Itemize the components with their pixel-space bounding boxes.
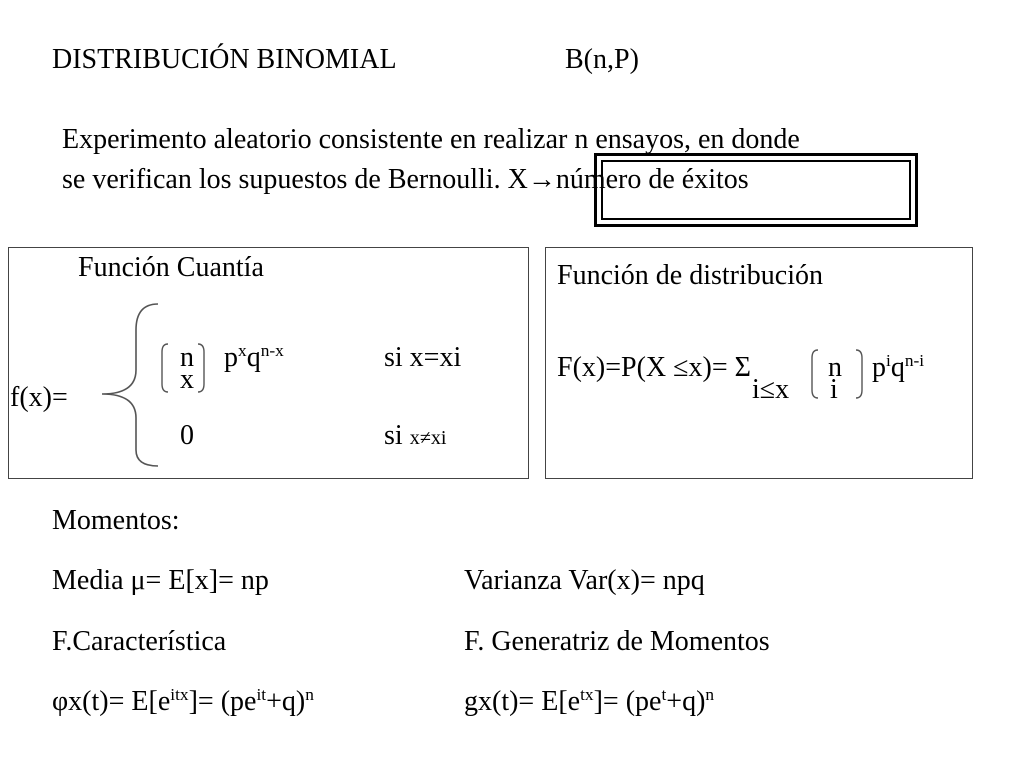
phi-exponent-2: it bbox=[256, 685, 267, 705]
varianza: Varianza Var(x)= npq bbox=[464, 565, 705, 596]
q-symbol: q bbox=[890, 352, 905, 383]
phi-exponent-1: itx bbox=[170, 685, 189, 705]
media-label: Media bbox=[52, 565, 131, 596]
distribucion-lhs-a: F(x)=P(X bbox=[557, 352, 674, 383]
binomial-brackets bbox=[160, 340, 230, 400]
sigma-symbol: Σ bbox=[734, 352, 751, 383]
cuantia-title: Función Cuantía bbox=[78, 252, 264, 283]
intro-line-2-text: se verifican los supuestos de Bernoulli. bbox=[62, 164, 508, 195]
g-exponent-3: n bbox=[705, 685, 715, 705]
number-of-successes: número de éxitos bbox=[555, 164, 749, 195]
g-formula-c: +q) bbox=[666, 686, 706, 717]
distribucion-binomial-top: n bbox=[828, 352, 842, 383]
variable-x: X bbox=[507, 164, 528, 195]
binomial-bottom: x bbox=[180, 364, 194, 395]
caracteristica-label: F.Característica bbox=[52, 626, 227, 657]
p-symbol: p bbox=[224, 342, 238, 373]
g-exponent-1: tx bbox=[580, 685, 594, 705]
condition-2-si: si bbox=[384, 420, 410, 451]
media bbox=[52, 565, 269, 597]
phi-symbol: φ bbox=[52, 686, 69, 717]
cuantia-formula bbox=[224, 342, 284, 374]
intro-line-1: Experimento aleatorio consistente en realizar n ensayos, en donde bbox=[62, 124, 800, 155]
phi-exponent-3: n bbox=[305, 685, 314, 705]
g-formula-b: ]= (pe bbox=[593, 686, 662, 717]
p-symbol: p bbox=[872, 352, 886, 383]
condition-1: si x=xi bbox=[384, 342, 462, 373]
momentos-title: Momentos: bbox=[52, 505, 180, 536]
mu-symbol: μ bbox=[130, 565, 146, 596]
arrow-icon: → bbox=[527, 164, 556, 195]
distribucion-lhs-b: x)= bbox=[688, 352, 735, 383]
condition-2-expr: x≠xi bbox=[409, 427, 447, 449]
le-symbol: ≤ bbox=[673, 352, 689, 383]
binomial-top: n bbox=[180, 342, 194, 373]
distribucion-formula bbox=[557, 352, 751, 384]
generatriz-formula bbox=[464, 686, 714, 718]
p-exponent: x bbox=[238, 341, 247, 361]
q-symbol: q bbox=[246, 342, 261, 373]
phi-formula-b: ]= (pe bbox=[188, 686, 257, 717]
phi-formula-c: +q) bbox=[266, 686, 306, 717]
highlight-frame bbox=[594, 153, 918, 227]
caracteristica-formula bbox=[52, 686, 314, 718]
g-formula-a: gx(t)= E[e bbox=[464, 686, 581, 717]
zero-value: 0 bbox=[180, 420, 194, 451]
cases-brace bbox=[100, 300, 160, 470]
condition-2 bbox=[384, 420, 447, 452]
media-formula: = E[x]= np bbox=[145, 565, 269, 596]
p-exponent: i bbox=[886, 351, 891, 371]
distribucion-binomial-bottom: i bbox=[830, 374, 838, 405]
fx-label: f(x)= bbox=[10, 382, 68, 413]
distribucion-title: Función de distribución bbox=[557, 260, 823, 291]
sum-index: i≤x bbox=[752, 374, 790, 405]
phi-formula-a: x(t)= E[e bbox=[68, 686, 171, 717]
q-exponent: n-x bbox=[260, 341, 284, 361]
g-exponent-2: t bbox=[661, 685, 667, 705]
binomial-notation: B(n,P) bbox=[565, 44, 639, 75]
distribucion-pq bbox=[872, 352, 924, 384]
q-exponent: n-i bbox=[904, 351, 925, 371]
page-title: DISTRIBUCIÓN BINOMIAL bbox=[52, 44, 397, 75]
generatriz-label: F. Generatriz de Momentos bbox=[464, 626, 770, 657]
